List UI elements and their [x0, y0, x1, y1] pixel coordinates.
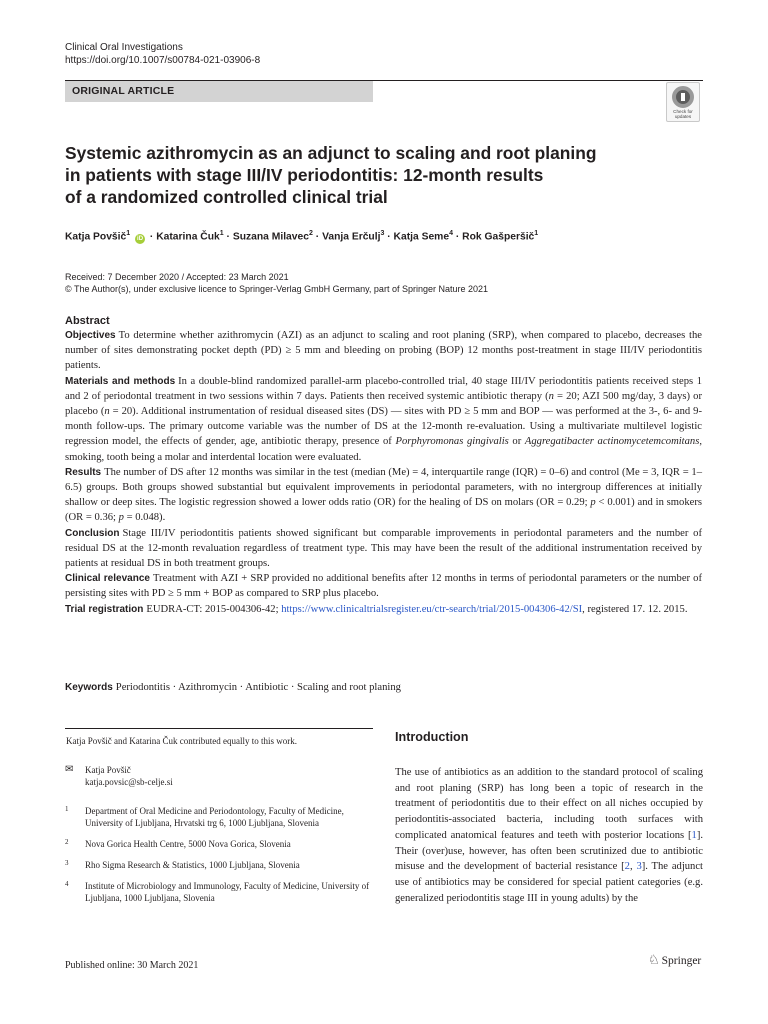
envelope-icon: ✉ — [65, 764, 74, 775]
methods-text-3: = 20). Additional instrumentation of residual diseased sites (DS) — sites with PD ≥ 5 mm and BOP — was performed at the 3-, 6- and 9-month follow-ups. The primary outcome variable was the number of DS at the 12-month re-evaluation. Using a multivariate multilevel logistic regression model, the effects of gender, age, antibiotic therapy, presence of — [65, 406, 702, 448]
registration-label: Trial registration — [65, 603, 144, 615]
keywords-line — [65, 682, 401, 693]
affiliation-item — [65, 805, 373, 829]
author-name[interactable]: Katarina Čuk — [156, 231, 220, 243]
received-accepted: Received: 7 December 2020 / Accepted: 23 March 2021 — [65, 272, 289, 282]
abstract-methods — [65, 374, 702, 465]
methods-label: Materials and methods — [65, 375, 176, 387]
doi-link[interactable]: https://doi.org/10.1007/s00784-021-03906-8 — [65, 55, 261, 66]
corresponding-author — [65, 764, 373, 788]
author-name[interactable]: Suzana Milavec — [232, 231, 309, 243]
objectives-label: Objectives — [65, 330, 116, 341]
methods-n-symbol: n — [104, 406, 110, 418]
crossmark-label-line2: updates — [674, 114, 692, 119]
published-online: Published online: 30 March 2021 — [65, 960, 199, 971]
abstract-objectives — [65, 328, 702, 374]
affiliation-number: 4 — [65, 880, 69, 888]
keywords-label: Keywords — [65, 682, 113, 693]
conclusion-text: Stage III/IV periodontitis patients showed significant but comparable improvements in periodontal parameters and the number of residual DS at the 12-month revaluation regardless of treatment type. This may have been the result of the additional instrumentation received by patients at residual DS in both treatment groups. — [65, 527, 702, 570]
article-title — [65, 142, 625, 208]
springer-horse-icon: ♘ — [648, 952, 660, 967]
author-separator: · — [315, 231, 320, 243]
affiliation-item — [65, 838, 373, 850]
orcid-icon[interactable]: iD — [137, 236, 144, 243]
methods-text-1: In a double-blind randomized parallel-arm placebo-controlled trial, 40 stage III/IV periodontitis patients received steps 1 and 2 of periodontal treatment in two sessions within 7 days. Patients then received systemic antibiotic therapy ( — [65, 375, 703, 402]
top-rule — [373, 80, 703, 81]
abstract-conclusion — [65, 526, 702, 572]
affiliation-text: Rho Sigma Research & Statistics, 1000 Ljubljana, Slovenia — [85, 860, 300, 870]
methods-n-symbol: n — [548, 390, 554, 402]
affiliation-sup: 1 — [219, 230, 224, 237]
crossmark-icon[interactable] — [666, 82, 700, 122]
results-text-3: = 0.048). — [123, 512, 166, 524]
title-line-3: of a randomized controlled clinical trial — [65, 187, 388, 207]
intro-text-2: ]. Their (over)use, however, has often been scrutinized due to antibiotic misuse and the development of bacterial resistance [ — [395, 829, 703, 873]
journal-name: Clinical Oral Investigations — [65, 42, 183, 53]
affiliation-item — [65, 859, 373, 871]
affiliation-text: Nova Gorica Health Centre, 5000 Nova Gorica, Slovenia — [85, 839, 291, 849]
author-name[interactable]: Rok Gašperšič — [462, 231, 535, 243]
affiliation-sup: 3 — [380, 230, 385, 237]
abstract-clinical-relevance — [65, 571, 702, 601]
conclusion-label: Conclusion — [65, 527, 120, 539]
citation-link[interactable]: 3 — [636, 861, 642, 873]
article-type-banner: ORIGINAL ARTICLE — [65, 80, 373, 102]
keywords-text: Periodontitis · Azithromycin · Antibiotic · Scaling and root planing — [115, 682, 401, 693]
abstract-section — [65, 314, 702, 617]
author-separator: · — [226, 231, 230, 243]
author-name[interactable]: Vanja Erčulj — [322, 231, 381, 243]
trial-register-link[interactable]: https://www.clinicaltrialsregister.eu/ctr-search/trial/2015-004306-42/SI — [281, 603, 583, 615]
affiliation-item — [65, 880, 373, 904]
species-name: Porphyromonas gingivalis — [395, 436, 509, 448]
footnote-rule — [65, 728, 373, 729]
author-separator: · — [149, 231, 154, 243]
species-name: Aggregatibacter actinomycetemcomitans — [524, 436, 700, 448]
publisher-name: Springer — [661, 955, 702, 967]
results-label: Results — [65, 466, 102, 478]
relevance-text: Treatment with AZI + SRP provided no additional benefits after 12 months in terms of periodontal parameters or the number of persisting sites with PD ≥ 5 mm + BOP as compared to SRP plus placebo. — [65, 573, 702, 600]
affiliation-sup: 1 — [126, 230, 131, 237]
equal-contribution-note: Katja Povšič and Katarina Čuk contributed equally to this work. — [66, 736, 297, 746]
copyright-notice: © The Author(s), under exclusive licence to Springer-Verlag GmbH Germany, part of Springer Nature 2021 — [65, 284, 488, 294]
dates-block — [65, 271, 488, 295]
intro-text-3: ]. The adjunct use of antibiotics may be considered for special patient categories (e.g. generalized periodontitis stage III in young adults) by the — [395, 861, 703, 904]
relevance-label: Clinical relevance — [65, 573, 150, 585]
affiliation-sup: 4 — [449, 230, 453, 237]
springer-logo[interactable] — [648, 952, 701, 968]
results-p-symbol: p — [118, 512, 124, 524]
affiliation-number: 2 — [65, 838, 69, 846]
title-line-2: in patients with stage III/IV periodontitis: 12-month results — [65, 165, 544, 185]
intro-text-1: The use of antibiotics as an addition to the standard protocol of scaling and root planing (SRP) has long been a topic of research in the treatment of periodontitis due to their effect on all niches occupied by periodontitis-associated bacteria, including tooth surfaces with complicated anatomical features and teeth with posterior locations [ — [395, 767, 703, 841]
abstract-heading: Abstract — [65, 315, 110, 327]
author-list — [65, 230, 538, 244]
affiliation-number: 3 — [65, 859, 69, 867]
citation-separator: , — [629, 861, 637, 873]
contact-name: Katja Povšič — [85, 765, 131, 775]
author-name[interactable]: Katja Seme — [393, 231, 450, 243]
citation-link[interactable]: 1 — [691, 829, 697, 841]
methods-or: or — [508, 436, 525, 448]
citation-link[interactable]: 2 — [624, 861, 630, 873]
abstract-results — [65, 465, 702, 526]
abstract-trial-registration — [65, 602, 702, 617]
affiliation-text: Department of Oral Medicine and Periodontology, Faculty of Medicine, University of Ljubljana, Hrvatski trg 6, 1000 Ljubljana, Slovenia — [85, 806, 344, 828]
author-separator: · — [455, 231, 460, 243]
affiliation-number: 1 — [65, 805, 69, 813]
methods-text-4: , smoking, tooth being a molar and interdental location were evaluated. — [65, 436, 702, 463]
title-line-1: Systemic azithromycin as an adjunct to scaling and root planing — [65, 143, 597, 163]
crossmark-ring — [672, 86, 694, 108]
results-p-symbol: p — [590, 497, 596, 509]
methods-text-2: = 20; AZI 500 mg/day, 3 days) or placebo ( — [65, 390, 702, 418]
introduction-heading: Introduction — [395, 730, 469, 744]
author-name[interactable]: Katja Povšič — [65, 231, 127, 243]
footnotes — [65, 735, 373, 904]
contact-email[interactable]: katja.povsic@sb-celje.si — [85, 777, 173, 787]
crossmark-label-line1: Check for — [673, 109, 693, 114]
affiliation-sup: 1 — [534, 230, 539, 237]
objectives-text: To determine whether azithromycin (AZI) as an adjunct to scaling and root planing (SRP), when compared to placebo, decreases the number of sites demonstrating pocket depth (PD) ≥ 5 mm and bleeding on probing (BOP) 12 months post-treatment in stage III/IV periodontitis patients. — [65, 330, 702, 372]
results-text-2: < 0.001) and in smokers (OR = 0.36; — [65, 497, 702, 524]
introduction-paragraph — [395, 765, 703, 906]
crossmark-label — [667, 109, 699, 119]
author-separator: · — [387, 231, 391, 243]
registration-tail: , registered 17. 12. 2015. — [582, 603, 688, 615]
journal-header — [65, 41, 260, 67]
affiliation-sup: 2 — [308, 230, 313, 237]
affiliation-text: Institute of Microbiology and Immunology, Faculty of Medicine, University of Ljubljana, 1000 Ljubljana, Slovenia — [85, 881, 370, 903]
registration-text: EUDRA-CT: 2015-004306-42; — [146, 603, 282, 615]
results-text-1: The number of DS after 12 months was similar in the test (median (Me) = 4, interquartile range (IQR) = 0–6) and control (Me = 3, IQR = 1–6.5) groups. Both groups showed substantial but equivalent improvements in periodontal parameters, with no intergroup differences at initially shallow or deep sites. The logistic regression showed a lower odds ratio (OR) for the healing of DS on molars (OR = 0.29; — [65, 466, 702, 509]
